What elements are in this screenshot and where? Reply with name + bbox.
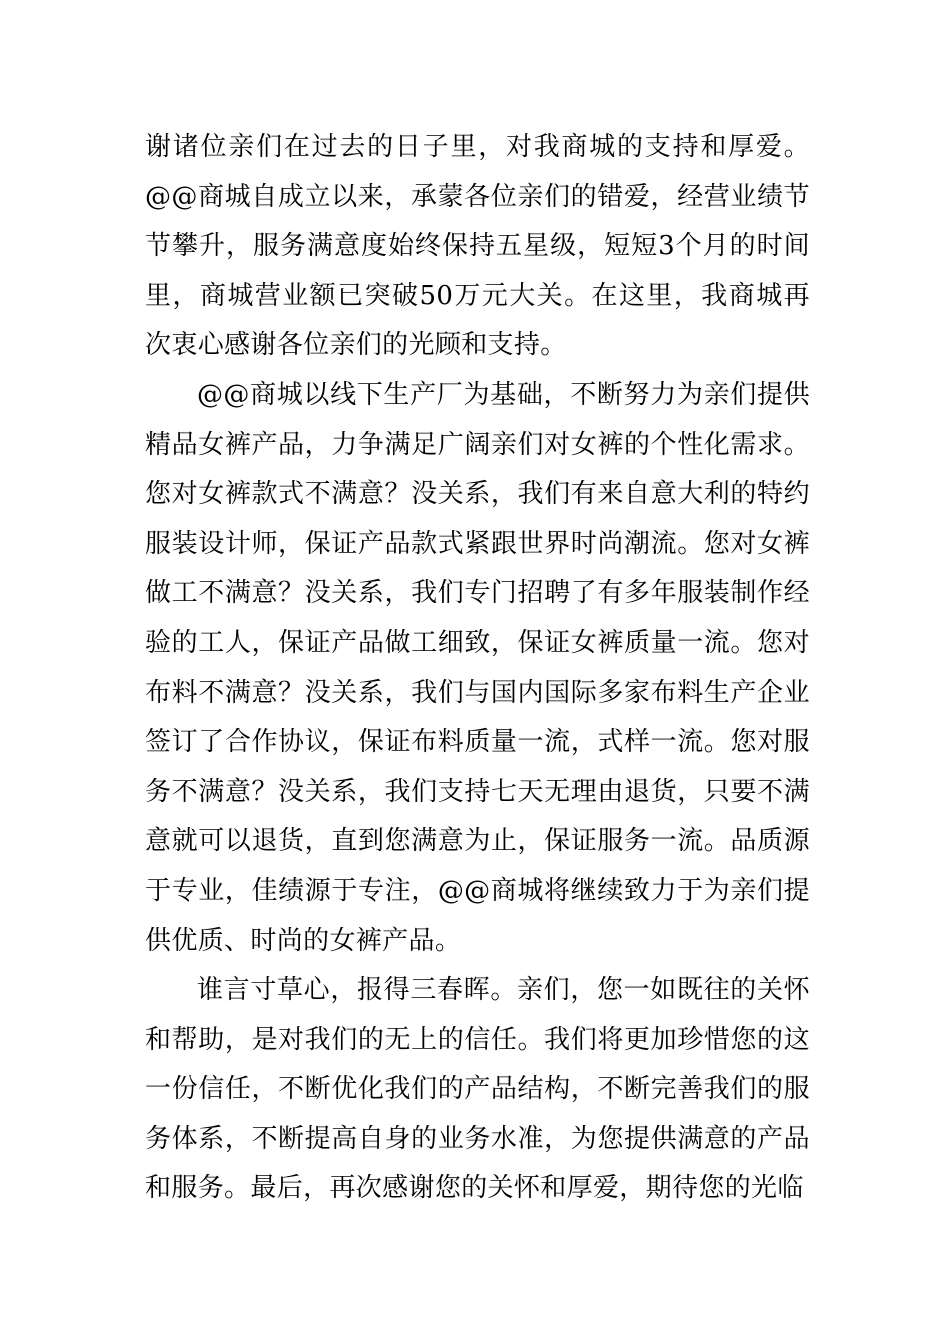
paragraph-2: @@商城以线下生产厂为基础，不断努力为亲们提供精品女裤产品，力争满足广阔亲们对女裤的个性化需求。您对女裤款式不满意？没关系，我们有来自意大利的特约服装设计师，保证产品款式紧跟世界时尚潮流。您对女裤做工不满意？没关系，我们专门招聘了有多年服装制作经验的工人，保证产品做工细致，保证女裤质量一流。您对布料不满意？没关系，我们与国内国际多家布料生产企业签订了合作协议，保证布料质量一流，式样一流。您对服务不满意？没关系，我们支持七天无理由退货，只要不满意就可以退货，直到您满意为止，保证服务一流。品质源于专业，佳绩源于专注，@@商城将继续致力于为亲们提供优质、时尚的女裤产品。 — [145, 379, 810, 956]
document-body — [145, 123, 810, 1214]
paragraph-1: 谢诸位亲们在过去的日子里，对我商城的支持和厚爱。@@商城自成立以来，承蒙各位亲们的错爱，经营业绩节节攀升，服务满意度始终保持五星级，短短3个月的时间里，商城营业额已突破50万元大关。在这里，我商城再次衷心感谢各位亲们的光顾和支持。 — [145, 132, 810, 361]
paragraph-3: 谁言寸草心，报得三春晖。亲们，您一如既往的关怀和帮助，是对我们的无上的信任。我们将更加珍惜您的这一份信任，不断优化我们的产品结构，不断完善我们的服务体系，不断提高自身的业务水准，为您提供满意的产品和服务。最后，再次感谢您的关怀和厚爱，期待您的光临 — [145, 975, 810, 1204]
